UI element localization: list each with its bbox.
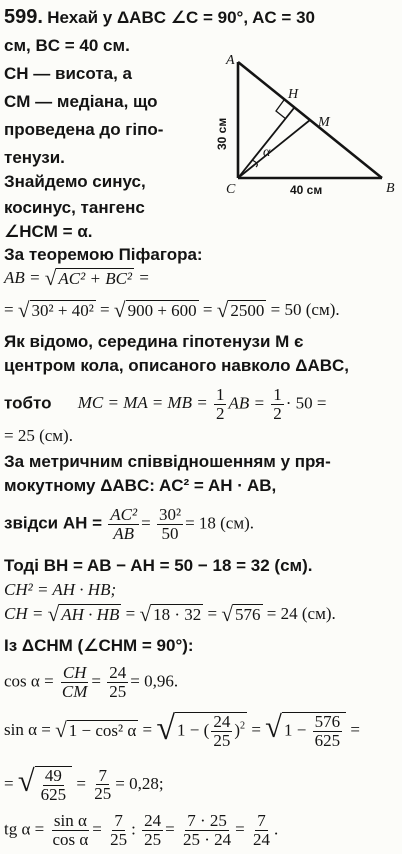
sin-lhs: sin α = bbox=[4, 719, 51, 739]
label-alpha: α bbox=[263, 145, 271, 160]
frac-num: 1 bbox=[215, 385, 225, 404]
eq: = bbox=[198, 300, 217, 319]
ch-result: = 24 (см). bbox=[262, 604, 336, 623]
eq: = bbox=[350, 719, 360, 739]
tobto: тобто bbox=[4, 393, 52, 413]
problem-line-2: см, BC = 40 см. bbox=[4, 36, 130, 55]
frac-num: CH bbox=[62, 663, 87, 682]
cos-line bbox=[4, 664, 178, 701]
ab-result: = 50 (см). bbox=[266, 300, 340, 319]
eq: = bbox=[95, 300, 114, 319]
problem-line-1 bbox=[4, 6, 315, 29]
frac-den: 2 bbox=[215, 403, 225, 423]
one-minus: 1 − bbox=[177, 720, 200, 740]
tg-line bbox=[4, 812, 278, 849]
eq: = bbox=[142, 719, 153, 739]
power: 2 bbox=[239, 720, 246, 732]
ch-lhs: CH = bbox=[4, 604, 44, 623]
ab-radicand: AC² + BC² bbox=[58, 269, 133, 289]
colon: : bbox=[131, 819, 136, 839]
problem-line-4: CM — медіана, що bbox=[4, 92, 158, 111]
frac-den: 24 bbox=[252, 829, 270, 849]
frac-num: 7 bbox=[98, 765, 107, 785]
one-minus: 1 − bbox=[283, 720, 307, 740]
frac-den: 25 bbox=[110, 829, 128, 849]
eq: = bbox=[165, 819, 175, 839]
sin-line-1: sin α = √ 1 − cos² α = √ 1 − ( $\frac{24}{25}$ )$^2$ = √ 1 − $\frac{576}{625}$ = bbox=[4, 710, 360, 750]
frac-num: 7 bbox=[257, 811, 266, 830]
frac-den: 25 bbox=[144, 829, 162, 849]
rad-900-600: 900 + 600 bbox=[127, 301, 197, 321]
eq: = bbox=[92, 819, 102, 839]
eq: = bbox=[121, 604, 140, 623]
eq: = bbox=[76, 773, 86, 793]
median-line-1: Як відомо, середина гіпотенузи M є bbox=[4, 332, 304, 351]
frac-num: 24 bbox=[144, 811, 162, 830]
bh-line: Тоді BH = AB − AH = 50 − 18 = 32 (см). bbox=[4, 556, 313, 575]
frac-num: 24 bbox=[109, 663, 127, 682]
period: . bbox=[273, 819, 279, 839]
right-angle-mark bbox=[276, 100, 286, 119]
problem-given: Нехай у ΔABC ∠C = 90°, AC = 30 bbox=[47, 8, 315, 27]
problem-line-8: косинус, тангенс bbox=[4, 198, 145, 217]
rad-30-40: 30² + 40² bbox=[31, 301, 94, 321]
frac-den: 50 bbox=[161, 523, 179, 543]
problem-line-3: CH — висота, а bbox=[4, 64, 132, 83]
frac-num: 49 bbox=[44, 766, 62, 785]
pyth-line-2: = √ 30² + 40² = √ 900 + 600 = √ 2500 = 50 (см). bbox=[4, 298, 340, 323]
eq: = bbox=[141, 513, 151, 533]
label-a: A bbox=[226, 53, 235, 68]
ah-lhs: звідси AH = bbox=[4, 513, 103, 533]
label-30cm: 30 см bbox=[215, 117, 229, 150]
ab-eq: = bbox=[138, 268, 150, 287]
ab-eq: AB = bbox=[228, 393, 265, 413]
problem-line-9: ∠HCM = α. bbox=[4, 222, 93, 241]
sin-line-2: = √ $\frac{49}{625}$ = $\frac{7}{25}$ = 0,28; bbox=[4, 764, 164, 804]
eq-lead: = bbox=[4, 300, 18, 319]
problem-line-5: проведена до гіпо- bbox=[4, 120, 164, 139]
ch2-line: CH² = AH · HB; bbox=[4, 580, 117, 599]
eq: = bbox=[251, 719, 261, 739]
frac-num: 30² bbox=[158, 505, 182, 524]
frac-den: 625 bbox=[314, 730, 341, 750]
problem-number: 599. bbox=[4, 6, 43, 28]
problem-line-6: тенузи. bbox=[4, 148, 65, 167]
chm-heading: Із ΔCHM (∠CHM = 90°): bbox=[4, 636, 194, 655]
label-40cm: 40 см bbox=[290, 183, 323, 197]
eq: = bbox=[91, 671, 101, 691]
metric-line-3 bbox=[4, 506, 254, 543]
rad-2500: 2500 bbox=[230, 301, 265, 321]
frac-num: 1 bbox=[273, 385, 282, 404]
metric-line-2: мокутному ΔABC: AC² = AH · AB, bbox=[4, 476, 277, 495]
frac-num: 24 bbox=[213, 712, 231, 731]
tg-lhs: tg α = bbox=[4, 819, 45, 839]
frac-den: 625 bbox=[40, 784, 67, 804]
label-c: C bbox=[226, 182, 236, 197]
frac-den: 25 bbox=[109, 681, 127, 701]
ah-result: = 18 (см). bbox=[185, 513, 255, 533]
median-line-4: = 25 (см). bbox=[4, 426, 73, 445]
frac-den: cos α bbox=[52, 829, 89, 849]
median-cm bbox=[238, 120, 310, 178]
frac-den: 25 bbox=[94, 784, 112, 804]
rad-576: 576 bbox=[235, 605, 261, 625]
eq-lead: = bbox=[4, 773, 14, 793]
rad-ah-hb: AH · HB bbox=[61, 605, 120, 625]
cos-result: = 0,96. bbox=[130, 671, 179, 691]
pyth-line-1: AB = √ AC² + BC² = bbox=[4, 266, 150, 291]
eq: = bbox=[203, 604, 222, 623]
frac-den: 25 · 24 bbox=[182, 829, 232, 849]
rad-1-cos2: 1 − cos² α bbox=[68, 721, 137, 741]
median-line-2: центром кола, описаного навколо ΔABC, bbox=[4, 356, 349, 375]
median-line-3 bbox=[4, 386, 326, 423]
triangle-figure bbox=[212, 52, 402, 202]
metric-line-1: За метричним співвідношенням у пря- bbox=[4, 452, 331, 471]
mc-eq: MC = MA = MB = bbox=[77, 393, 208, 413]
ab-lhs: AB = bbox=[4, 268, 41, 287]
label-b: B bbox=[386, 181, 395, 196]
cos-lhs: cos α = bbox=[4, 671, 54, 691]
frac-num: sin α bbox=[53, 811, 87, 830]
frac-den: 25 bbox=[213, 730, 231, 750]
frac-den: CM bbox=[61, 681, 88, 701]
frac-num: 576 bbox=[314, 712, 341, 731]
ch-line: CH = √ AH · HB = √ 18 · 32 = √ 576 = 24 (см). bbox=[4, 602, 336, 627]
sin-result: = 0,28; bbox=[115, 773, 164, 793]
mul-50: · 50 = bbox=[285, 393, 327, 413]
eq: = bbox=[235, 819, 245, 839]
pyth-heading: За теоремою Піфагора: bbox=[4, 245, 203, 264]
problem-line-7: Знайдемо синус, bbox=[4, 172, 146, 191]
frac-den: AB bbox=[113, 523, 135, 543]
frac-num: 7 · 25 bbox=[187, 811, 227, 830]
frac-num: AC² bbox=[110, 505, 138, 524]
label-h: H bbox=[288, 87, 299, 102]
label-m: M bbox=[318, 115, 330, 130]
frac-den: 2 bbox=[273, 403, 282, 423]
rad-18-32: 18 · 32 bbox=[153, 605, 202, 625]
frac-num: 7 bbox=[114, 811, 123, 830]
